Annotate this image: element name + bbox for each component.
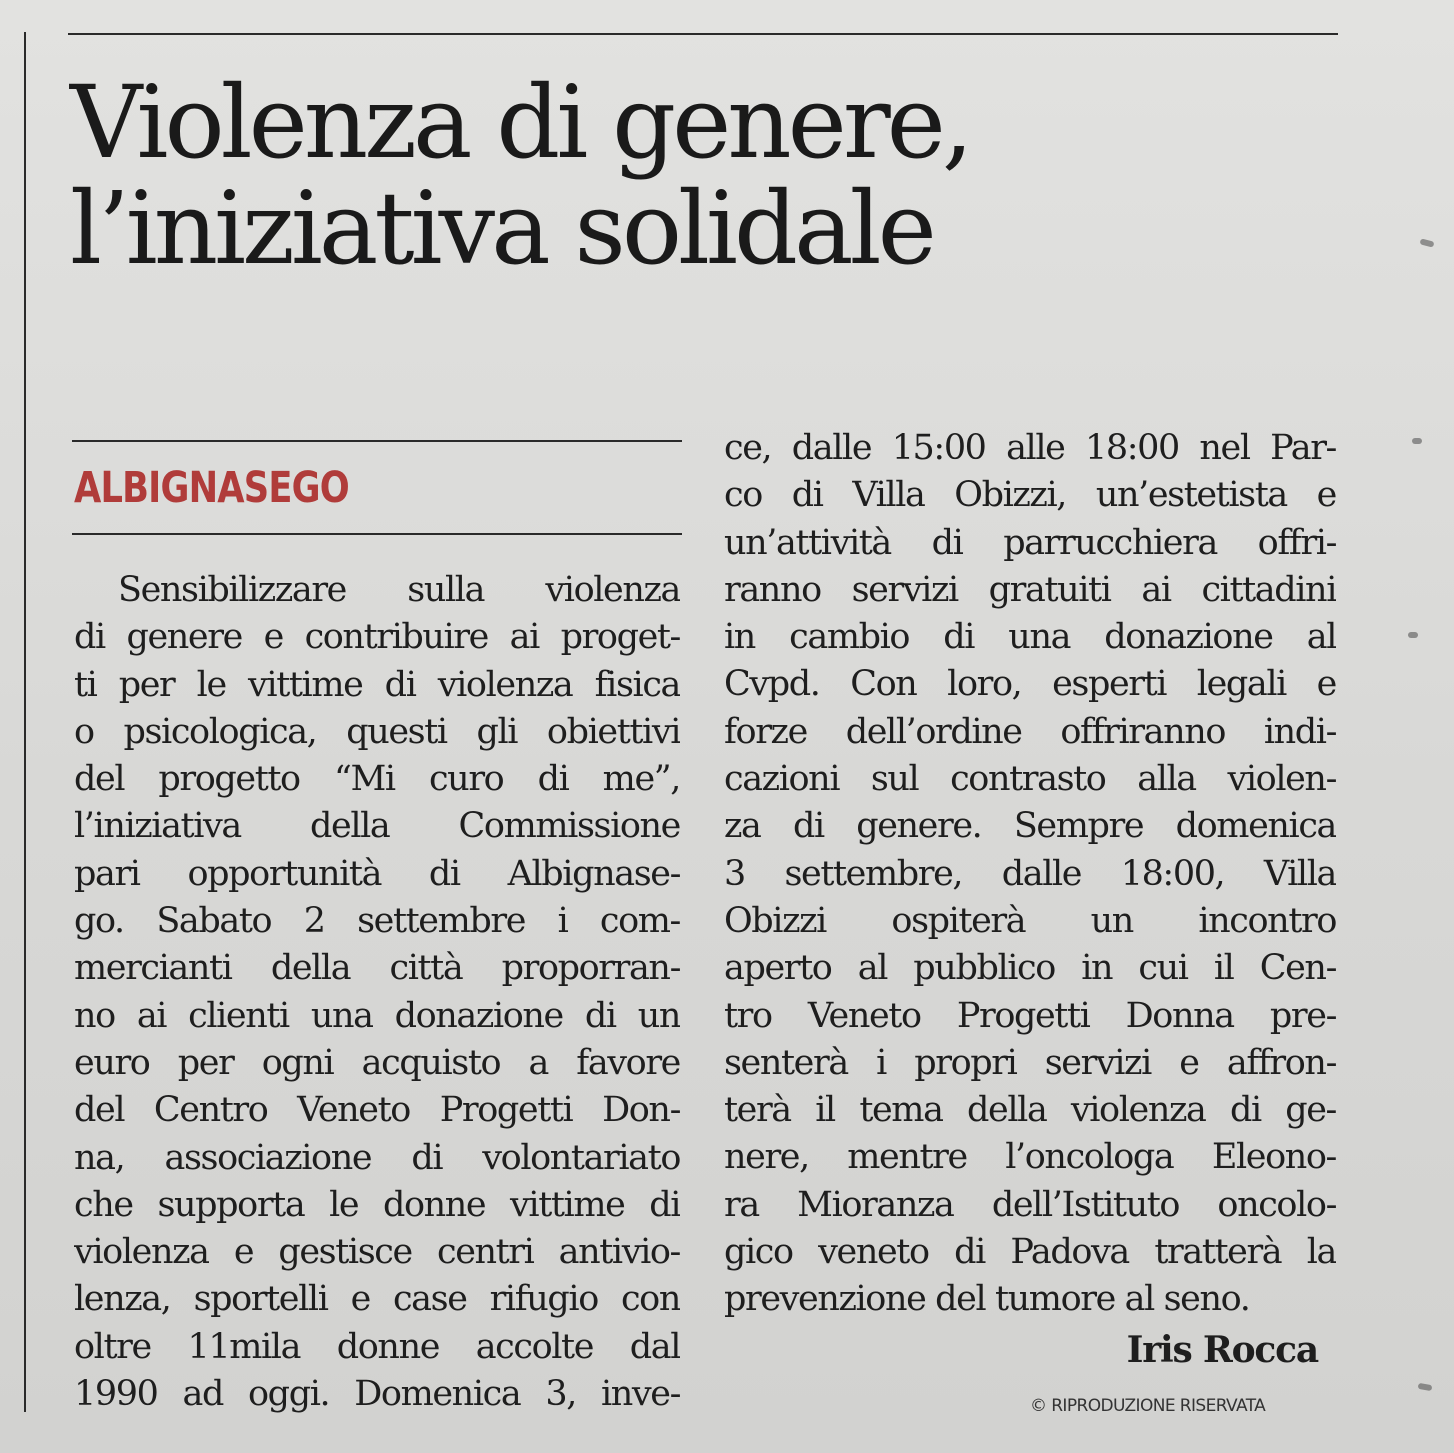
text-line: l’iniziativa della Commissione [74,806,680,847]
text-line: ranno servizi gratuiti ai cittadini [724,569,1336,610]
text-line: pari opportunità di Albignase- [74,853,680,894]
headline-line: Violenza di genere, [70,64,970,181]
text-line: Obizzi ospiterà un incontro [724,900,1336,941]
text-line: Sensibilizzare sulla violenza [118,570,680,610]
text-line: forze dell’ordine offriranno indi- [724,711,1336,752]
headline-line: l’iniziativa solidale [70,170,933,287]
kicker-rule-top [72,440,682,442]
text-line: ce, dalle 15:00 alle 18:00 nel Par- [724,428,1336,468]
text-line: che supporta le donne vittime di [74,1184,680,1225]
article-column-2 [724,425,1336,1324]
text-line: del progetto “Mi curo di me”, [74,759,680,800]
kicker-location: ALBIGNASEGO [74,463,349,513]
text-line: terà il tema della violenza di ge- [724,1090,1336,1131]
text-line: lenza, sportelli e case rifugio con [74,1279,680,1320]
text-line: gico veneto di Padova tratterà la [724,1232,1336,1273]
text-line: nere, mentre l’oncologa Eleono- [724,1137,1336,1178]
text-line: mercianti della città proporran- [74,948,680,989]
text-line: euro per ogni acquisto a favore [74,1042,680,1083]
text-line: no ai clienti una donazione di un [74,995,680,1036]
text-line: violenza e gestisce centri antivio- [74,1232,680,1273]
kicker-rule-bottom [72,533,682,535]
column-divider-left [24,32,26,1412]
headline [70,64,1370,287]
text-line: un’attività di parrucchiera offri- [724,522,1336,563]
text-line: ti per le vittime di violenza fisica [74,664,680,705]
ink-speck [1408,632,1418,638]
text-line: di genere e contribuire ai proget- [74,617,680,658]
text-line: cazioni sul contrasto alla violen- [724,759,1336,800]
text-line: go. Sabato 2 settembre i com- [74,901,680,942]
article-column-1 [74,567,680,1418]
top-rule [68,33,1338,35]
ink-speck [1412,438,1422,444]
text-line: aperto al pubblico in cui il Cen- [724,948,1336,989]
copyright-notice: © RIPRODUZIONE RISERVATA [1030,1396,1266,1416]
text-line: oltre 11mila donne accolte dal [74,1326,680,1367]
text-line: za di genere. Sempre domenica [724,806,1336,847]
text-line: 1990 ad oggi. Domenica 3, inve- [74,1374,680,1415]
text-line: na, associazione di volontariato [74,1137,680,1178]
text-line: 3 settembre, dalle 18:00, Villa [724,853,1336,894]
text-line: co di Villa Obizzi, un’estetista e [724,475,1336,516]
ink-speck [1418,1383,1433,1391]
text-line: prevenzione del tumore al seno. [724,1279,1250,1320]
ink-speck [1419,238,1434,247]
text-line: del Centro Veneto Progetti Don- [74,1090,680,1131]
text-line: senterà i propri servizi e affron- [724,1042,1336,1083]
text-line: o psicologica, questi gli obiettivi [74,711,680,752]
byline: Iris Rocca [1126,1329,1318,1371]
text-line: tro Veneto Progetti Donna pre- [724,995,1336,1036]
text-line: Cvpd. Con loro, esperti legali e [724,664,1336,705]
text-line: in cambio di una donazione al [724,617,1336,658]
text-line: ra Mioranza dell’Istituto oncolo- [724,1184,1336,1225]
